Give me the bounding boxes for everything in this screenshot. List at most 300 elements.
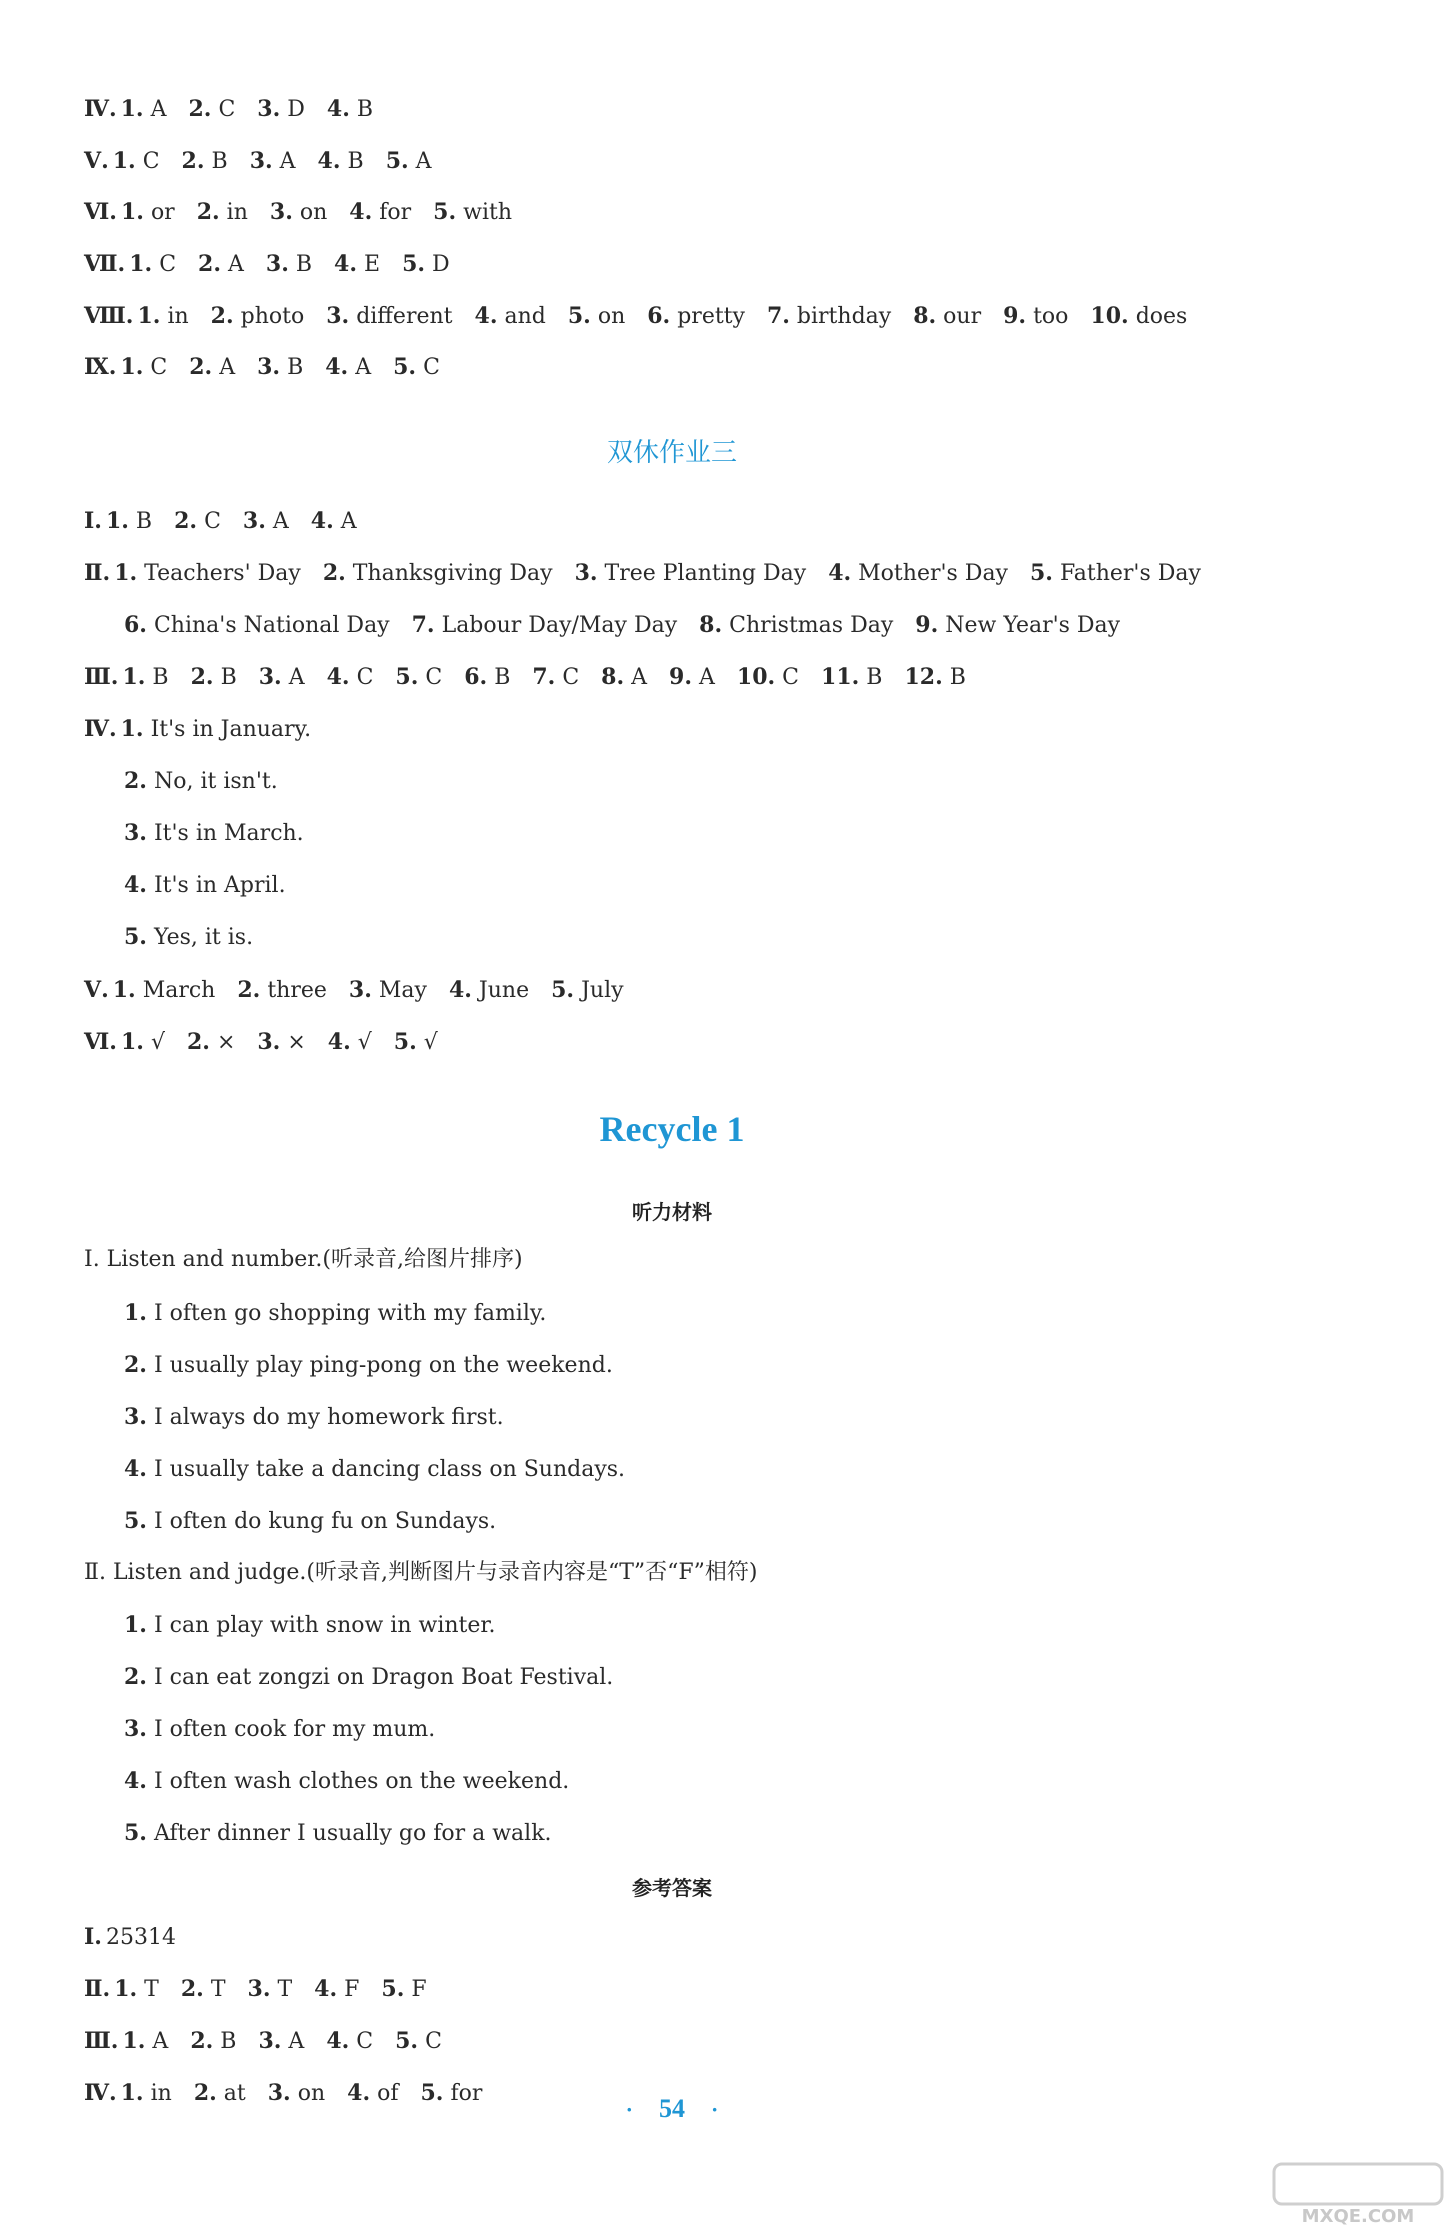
- section-label: Ⅰ.: [84, 1924, 102, 1950]
- answer-text: A: [228, 252, 244, 277]
- item-number: 10.: [1090, 303, 1129, 329]
- answer-item: [394, 1027, 438, 1058]
- item-number: 5.: [1030, 560, 1053, 586]
- item-number: 3.: [124, 820, 147, 846]
- item-number: 4.: [326, 664, 350, 690]
- answer-text: B: [220, 665, 237, 690]
- item-number: 5.: [433, 199, 457, 225]
- item-number: 1.: [120, 1029, 144, 1055]
- item-number: 3.: [258, 2028, 282, 2054]
- answer-item: [1090, 301, 1187, 332]
- answer-item: [122, 662, 168, 693]
- item-number: 3.: [247, 1976, 271, 2002]
- answer-text: Labour Day/May Day: [441, 613, 678, 638]
- section-label: Ⅶ.: [84, 251, 126, 277]
- answer-text: B: [152, 665, 169, 690]
- answer-row: [84, 975, 646, 1006]
- page-number: 54: [659, 2094, 685, 2123]
- answer-text: in: [150, 2081, 172, 2106]
- answer-text: of: [377, 2081, 399, 2106]
- item-number: 4.: [347, 2080, 371, 2106]
- answer-item: [532, 662, 579, 693]
- answer-text: June: [478, 978, 530, 1003]
- answer-text: on: [297, 2081, 326, 2106]
- item-number: 4.: [448, 977, 472, 1003]
- answer-row: [84, 94, 395, 125]
- answer-item: [114, 558, 301, 589]
- answer-item: [402, 249, 450, 280]
- item-number: 2.: [210, 303, 234, 329]
- answer-item: [433, 197, 512, 228]
- item-number: 3.: [242, 508, 266, 534]
- page-number-footer: [0, 2094, 1344, 2124]
- item-number: 9.: [1003, 303, 1027, 329]
- section-label: Ⅱ.: [84, 560, 111, 586]
- item-number: 2.: [189, 354, 213, 380]
- script-line: 3. I often cook for my mum.: [124, 1716, 436, 1742]
- answer-item: [257, 352, 303, 383]
- answer-item: [326, 2026, 373, 2057]
- item-number: 5.: [381, 1976, 405, 2002]
- answer-text: C: [150, 355, 168, 380]
- answer-item: [190, 2026, 236, 2057]
- answer-text: Thanksgiving Day: [352, 561, 553, 586]
- answer-text: on: [299, 200, 328, 225]
- item-number: 1.: [120, 716, 144, 742]
- item-number: 1.: [114, 560, 138, 586]
- answer-item: [237, 975, 327, 1006]
- answer-text: A: [699, 665, 715, 690]
- answer-text: A: [288, 2029, 305, 2054]
- item-number: 1.: [105, 508, 129, 534]
- footer-dot-left: ·: [625, 2097, 633, 2122]
- answer-row: [84, 1027, 460, 1058]
- answer-text: too: [1033, 304, 1069, 329]
- answer-item: [243, 506, 289, 537]
- item-number: 4.: [474, 303, 498, 329]
- answer-item: [551, 975, 623, 1006]
- item-number: 1.: [114, 1976, 138, 2002]
- script-line: 5. I often do kung fu on Sundays.: [124, 1508, 497, 1534]
- answer-item: [327, 94, 373, 125]
- answer-text: Tree Planting Day: [604, 561, 807, 586]
- answer-item: [915, 610, 1120, 641]
- item-number: 5.: [393, 354, 417, 380]
- answer-text: Mother's Day: [858, 561, 1008, 586]
- answer-text: for: [450, 2081, 483, 2106]
- answer-item: [248, 1974, 293, 2005]
- answer-text: C: [782, 665, 800, 690]
- answer-item: [1003, 301, 1068, 332]
- item-number: 8.: [699, 612, 723, 638]
- answer-text: our: [943, 304, 982, 329]
- answer-text: C: [423, 355, 440, 380]
- item-number: 5.: [395, 664, 419, 690]
- section-title: 双休作业三: [606, 438, 737, 468]
- item-number: 3.: [257, 1029, 281, 1055]
- item-number: 3.: [267, 2080, 291, 2106]
- answer-text: T: [210, 1977, 226, 2002]
- item-number: 5.: [124, 924, 147, 950]
- answer-item: [250, 146, 296, 177]
- answer-text: 25314: [105, 1925, 176, 1950]
- answer-item: [211, 301, 305, 332]
- answer-row: [84, 197, 534, 228]
- item-number: 3.: [326, 303, 350, 329]
- answer-item: [828, 558, 1008, 589]
- item-number: 7.: [532, 664, 556, 690]
- item-number: 6.: [647, 303, 671, 329]
- section-label: Ⅴ.: [84, 148, 109, 174]
- script-line: 2. I can eat zongzi on Dragon Boat Festival.: [124, 1664, 614, 1690]
- answer-row: [84, 1974, 449, 2005]
- item-number: 9.: [915, 612, 939, 638]
- script-line: 3. I always do my homework first.: [124, 1404, 504, 1430]
- item-number: 7.: [411, 612, 435, 638]
- answer-row: [124, 610, 1142, 641]
- answer-item: [174, 506, 221, 537]
- item-number: 4.: [310, 508, 334, 534]
- answer-item: [182, 146, 228, 177]
- answer-item: [449, 975, 529, 1006]
- answer-item: [122, 2026, 168, 2057]
- item-number: 2.: [196, 199, 220, 225]
- item-number: 2.: [124, 768, 147, 794]
- item-number: 5.: [393, 1029, 417, 1055]
- answer-item: [334, 249, 380, 280]
- answer-item: [198, 249, 244, 280]
- answer-text: A: [152, 2029, 169, 2054]
- answer-row: [84, 146, 454, 177]
- section-label: Ⅲ.: [84, 2028, 119, 2054]
- unit-title: Recycle 1: [599, 1109, 745, 1149]
- item-number: 8.: [913, 303, 937, 329]
- answer-item: [121, 1027, 165, 1058]
- answer-item: [120, 352, 167, 383]
- answer-item: [601, 662, 647, 693]
- answer-text: March: [142, 978, 216, 1003]
- answer-item: [187, 1027, 235, 1058]
- answer-item: [568, 301, 625, 332]
- answer-item: [464, 662, 510, 693]
- item-number: 10.: [736, 664, 776, 690]
- item-number: 4.: [828, 560, 852, 586]
- answer-item: [191, 662, 237, 693]
- item-number: 2.: [180, 1976, 204, 2002]
- answer-row: [84, 2026, 464, 2057]
- answer-item: [1030, 558, 1201, 589]
- item-number: 1.: [122, 664, 146, 690]
- answer-text: China's National Day: [153, 613, 390, 638]
- item-number: 5.: [402, 251, 426, 277]
- answer-text: A: [272, 509, 289, 534]
- item-number: 2.: [190, 2028, 214, 2054]
- answer-text: C: [159, 252, 177, 277]
- item-number: 1.: [120, 354, 144, 380]
- answer-item: [349, 197, 411, 228]
- answer-item: [395, 662, 442, 693]
- answer-item: [137, 301, 188, 332]
- footer-dot-right: ·: [711, 2097, 719, 2122]
- answer-item: [575, 558, 807, 589]
- answer-item: [327, 662, 374, 693]
- answer-item: [259, 662, 305, 693]
- item-number: 4.: [326, 2028, 350, 2054]
- item-number: 3.: [574, 560, 598, 586]
- answer-item: [328, 1027, 372, 1058]
- item-number: 7.: [766, 303, 790, 329]
- answer-item: [270, 197, 327, 228]
- answer-text: B: [287, 355, 304, 380]
- answer-item: [189, 352, 235, 383]
- answer-row: [84, 558, 1223, 589]
- answer-text: C: [562, 665, 580, 690]
- answer-row: [124, 870, 286, 901]
- answer-item: [395, 2026, 442, 2057]
- answer-item: [475, 301, 546, 332]
- answer-item: [349, 975, 427, 1006]
- answer-text: in: [167, 304, 189, 329]
- answer-item: [393, 352, 440, 383]
- answer-row: [124, 922, 253, 953]
- answer-row: [124, 766, 278, 797]
- answer-row: [124, 818, 304, 849]
- answer-text: √: [150, 1030, 165, 1055]
- item-number: 1.: [122, 2028, 146, 2054]
- answer-text: C: [142, 149, 160, 174]
- item-number: 3.: [249, 148, 273, 174]
- answer-text: F: [411, 1977, 427, 2002]
- answer-text: No, it isn't.: [153, 769, 278, 794]
- item-number: 1.: [112, 977, 136, 1003]
- answer-row: [84, 352, 462, 383]
- item-number: 1.: [129, 251, 153, 277]
- item-number: 4.: [124, 872, 147, 898]
- answer-text: D: [432, 252, 450, 277]
- answer-item: [325, 352, 371, 383]
- answer-text: A: [219, 355, 236, 380]
- item-number: 5.: [567, 303, 591, 329]
- answer-text: Yes, it is.: [153, 925, 254, 950]
- answer-text: B: [866, 665, 883, 690]
- item-number: 5.: [551, 977, 575, 1003]
- item-number: 3.: [269, 199, 293, 225]
- answer-item: [257, 1027, 305, 1058]
- section-label: Ⅳ.: [84, 2080, 117, 2106]
- listening-heading: 听力材料: [632, 1200, 712, 1224]
- item-number: 12.: [904, 664, 943, 690]
- answer-item: [188, 94, 235, 125]
- section-label: Ⅵ.: [84, 1029, 117, 1055]
- answer-item: [121, 197, 175, 228]
- item-number: 4.: [326, 96, 350, 122]
- answer-text: C: [218, 97, 236, 122]
- answer-text: B: [347, 149, 364, 174]
- answer-item: [699, 610, 893, 641]
- answer-text: √: [357, 1030, 372, 1055]
- section-label: Ⅳ.: [84, 716, 117, 742]
- answer-item: [381, 1974, 426, 2005]
- answer-item: [181, 1974, 226, 2005]
- answer-text: in: [226, 200, 248, 225]
- item-number: 1.: [112, 148, 136, 174]
- item-number: 2.: [181, 148, 205, 174]
- item-number: 2.: [322, 560, 346, 586]
- answer-text: A: [631, 665, 648, 690]
- answer-text: B: [356, 97, 374, 122]
- answer-text: C: [356, 665, 374, 690]
- answer-text: three: [267, 978, 327, 1003]
- script-line: 1. I can play with snow in winter.: [124, 1612, 496, 1638]
- answer-text: B: [211, 149, 228, 174]
- section-label: Ⅸ.: [84, 354, 117, 380]
- answer-text: does: [1135, 304, 1188, 329]
- answer-text: July: [581, 978, 624, 1003]
- answer-text: New Year's Day: [945, 613, 1121, 638]
- answer-text: C: [425, 2029, 442, 2054]
- answer-text: ×: [216, 1030, 236, 1055]
- answer-row: [84, 249, 472, 280]
- item-number: 11.: [821, 664, 860, 690]
- answer-item: [647, 301, 745, 332]
- item-number: 4.: [325, 354, 349, 380]
- answer-text: A: [150, 97, 167, 122]
- answer-row: [84, 662, 988, 693]
- section-label: Ⅲ.: [84, 664, 119, 690]
- answer-item: [121, 94, 167, 125]
- answer-item: [386, 146, 432, 177]
- section-label: Ⅵ.: [84, 199, 117, 225]
- answer-text: photo: [240, 304, 305, 329]
- answer-item: [821, 662, 882, 693]
- answer-text: C: [425, 665, 443, 690]
- item-number: 6.: [124, 612, 147, 638]
- item-number: 5.: [395, 2028, 419, 2054]
- exercise-heading: Ⅱ. Listen and judge.(听录音,判断图片与录音内容是“T”否“F”相符): [84, 1560, 758, 1585]
- answer-item: [114, 1974, 159, 2005]
- script-line: 4. I usually take a dancing class on Sundays.: [124, 1456, 626, 1482]
- answer-text: May: [378, 978, 427, 1003]
- answer-item: [323, 558, 553, 589]
- answer-text: for: [379, 200, 412, 225]
- exercise-heading: Ⅰ. Listen and number.(听录音,给图片排序): [84, 1247, 523, 1272]
- item-number: 1.: [120, 96, 144, 122]
- item-number: 2.: [188, 96, 212, 122]
- answer-text: on: [597, 304, 626, 329]
- item-number: 8.: [601, 664, 625, 690]
- answer-item: [113, 975, 216, 1006]
- answer-row: [84, 506, 379, 537]
- answer-item: [124, 610, 390, 641]
- answer-text: or: [150, 200, 175, 225]
- item-number: 4.: [317, 148, 341, 174]
- answer-text: Teachers' Day: [144, 561, 301, 586]
- item-number: 2.: [198, 251, 221, 277]
- answer-text: A: [340, 509, 357, 534]
- answers-heading: 参考答案: [632, 1876, 712, 1900]
- item-number: 3.: [257, 96, 281, 122]
- item-number: 5.: [420, 2080, 444, 2106]
- answer-text: Father's Day: [1059, 561, 1201, 586]
- answer-text: F: [344, 1977, 360, 2002]
- answer-text: T: [144, 1977, 159, 2002]
- answer-text: at: [223, 2081, 246, 2106]
- answer-item: [904, 662, 965, 693]
- answer-text: birthday: [796, 304, 892, 329]
- answer-text: B: [295, 252, 313, 277]
- answer-item: [266, 249, 312, 280]
- item-number: 4.: [327, 1029, 351, 1055]
- watermark-logo: [1268, 2160, 1448, 2230]
- answer-text: B: [135, 509, 153, 534]
- answer-item: [197, 197, 248, 228]
- item-number: 2.: [186, 1029, 210, 1055]
- item-number: 3.: [265, 251, 289, 277]
- answer-text: A: [415, 149, 432, 174]
- item-number: 6.: [464, 664, 488, 690]
- item-number: 4.: [314, 1976, 338, 2002]
- item-number: 1.: [137, 303, 161, 329]
- script-line: 2. I usually play ping-pong on the weekend.: [124, 1352, 613, 1378]
- section-label: Ⅷ.: [84, 303, 134, 329]
- answer-item: [129, 249, 176, 280]
- answer-text: ×: [287, 1030, 306, 1055]
- section-label: Ⅴ.: [84, 977, 109, 1003]
- answer-item: [318, 146, 364, 177]
- answer-item: [257, 94, 305, 125]
- item-number: 3.: [348, 977, 372, 1003]
- answer-text: C: [356, 2029, 374, 2054]
- answer-text: √: [423, 1030, 438, 1055]
- answer-text: B: [494, 665, 511, 690]
- answer-text: E: [364, 252, 381, 277]
- answer-row: [84, 301, 1209, 332]
- item-number: 4.: [349, 199, 373, 225]
- answer-item: [311, 506, 357, 537]
- item-number: 2.: [190, 664, 214, 690]
- item-number: 1.: [120, 2080, 144, 2106]
- answer-text: B: [220, 2029, 237, 2054]
- answer-text: A: [288, 665, 305, 690]
- watermark-text: MXQE.COM: [1301, 2206, 1415, 2227]
- script-line: 1. I often go shopping with my family.: [124, 1300, 547, 1326]
- answer-item: [412, 610, 678, 641]
- answer-text: different: [356, 304, 453, 329]
- section-label: Ⅳ.: [84, 96, 117, 122]
- answer-text: T: [277, 1977, 293, 2002]
- script-line: 4. I often wash clothes on the weekend.: [124, 1768, 570, 1794]
- item-number: 4.: [334, 251, 357, 277]
- answer-text: C: [204, 509, 221, 534]
- item-number: 9.: [669, 664, 692, 690]
- answer-item: [767, 301, 891, 332]
- answer-text: B: [949, 665, 966, 690]
- answer-text: A: [279, 149, 296, 174]
- item-number: 2.: [193, 2080, 217, 2106]
- answer-text: and: [504, 304, 546, 329]
- section-label: Ⅱ.: [84, 1976, 111, 2002]
- answer-item: [326, 301, 452, 332]
- item-number: 2.: [237, 977, 261, 1003]
- item-number: 1.: [120, 199, 144, 225]
- answer-item: [113, 146, 160, 177]
- answer-item: [669, 662, 715, 693]
- script-line: 5. After dinner I usually go for a walk.: [124, 1820, 552, 1846]
- item-number: 2.: [174, 508, 198, 534]
- answer-item: [314, 1974, 359, 2005]
- answer-text: It's in January.: [150, 717, 312, 742]
- answer-row: [84, 714, 311, 745]
